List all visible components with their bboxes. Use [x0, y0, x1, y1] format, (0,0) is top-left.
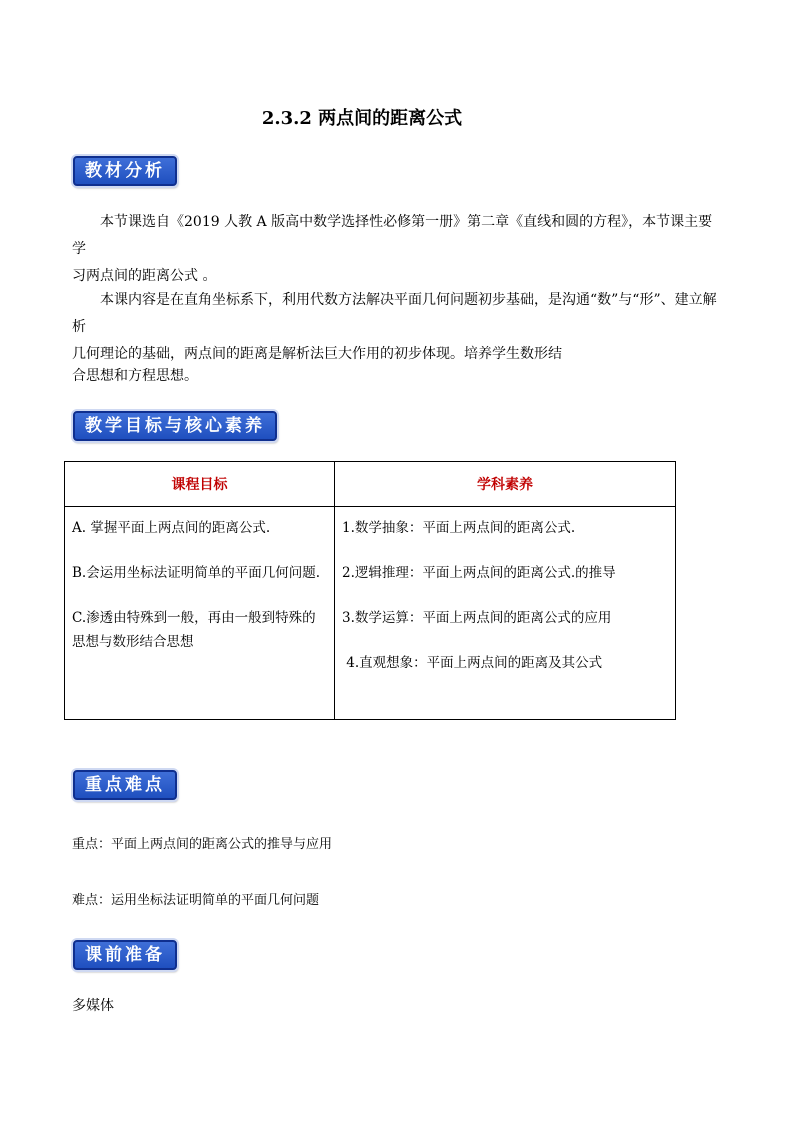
section-heading-key-points: 重点难点: [73, 770, 177, 800]
literacy-item-3: 3.数学运算：平面上两点间的距离公式的应用: [342, 610, 612, 626]
course-goal-c: C.渗透由特殊到一般，再由一般到特殊的: [72, 610, 316, 626]
analysis-p1-line1: 本节课选自《2019 人教 A 版高中数学选择性必修第一册》第二章《直线和圆的方程》，本节课主要学: [72, 214, 713, 257]
document-title: 2.3.2 两点间的距离公式: [261, 108, 463, 129]
preparation-content: 多媒体: [72, 998, 114, 1014]
literacy-item-1: 1.数学抽象：平面上两点间的距离公式.: [342, 520, 576, 536]
course-goals-cell: [65, 507, 335, 720]
section-heading-preparation: 课前准备: [73, 940, 177, 970]
analysis-paragraph-1: [72, 209, 724, 290]
course-goal-c-cont: 思想与数形结合思想: [72, 634, 194, 650]
analysis-p2-line2: 几何理论的基础，两点间的距离是解析法巨大作用的初步体现。培养学生数形结: [72, 346, 562, 362]
analysis-p2-line3: 合思想和方程思想。: [72, 368, 198, 384]
analysis-p1-line2: 习两点间的距离公式 。: [72, 268, 217, 284]
literacy-cell: [335, 507, 676, 720]
section-heading-analysis: 教材分析: [73, 156, 177, 186]
literacy-item-2: 2.逻辑推理：平面上两点间的距离公式.的推导: [342, 565, 616, 581]
analysis-paragraph-2: [72, 287, 724, 368]
col-header-course-goals: 课程目标: [65, 462, 335, 507]
col-header-literacy: 学科素养: [335, 462, 676, 507]
key-point-text: 重点：平面上两点间的距离公式的推导与应用: [72, 837, 333, 852]
course-goal-a: A. 掌握平面上两点间的距离公式.: [72, 520, 271, 536]
literacy-item-4: 4.直观想象：平面上两点间的距离及其公式: [342, 655, 603, 671]
section-heading-goals: 教学目标与核心素养: [73, 411, 277, 441]
analysis-p2-line1: 本课内容是在直角坐标系下，利用代数方法解决平面几何问题初步基础，是沟通“数”与“形”、建立解析: [72, 292, 717, 335]
goals-table-body-row: [65, 507, 676, 720]
goals-table: [64, 461, 676, 720]
difficulty-text: 难点：运用坐标法证明简单的平面几何问题: [72, 893, 320, 908]
goals-table-header-row: [65, 462, 676, 507]
course-goal-b: B.会运用坐标法证明简单的平面几何问题.: [72, 565, 321, 581]
